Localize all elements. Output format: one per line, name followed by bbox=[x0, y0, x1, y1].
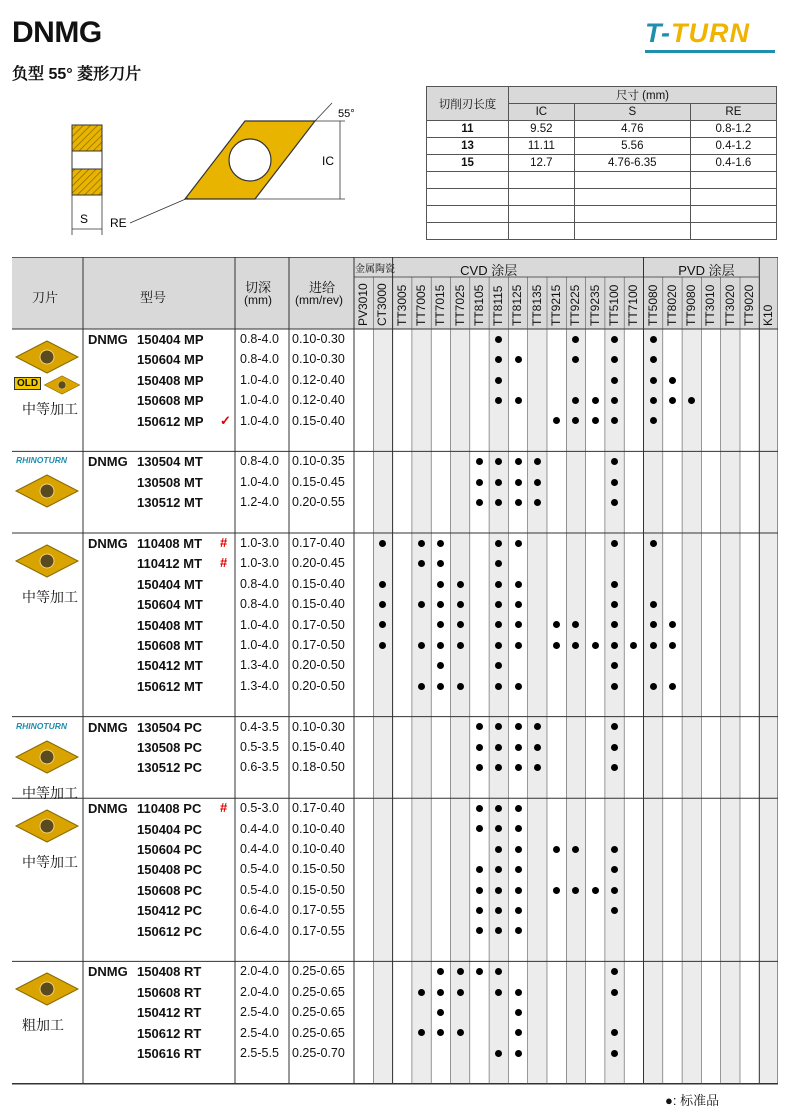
standard-dot bbox=[553, 887, 560, 894]
dim-sub-re: RE bbox=[690, 104, 776, 121]
grade-header: TT7005 bbox=[413, 284, 428, 326]
standard-dot bbox=[515, 356, 522, 363]
standard-dot bbox=[418, 642, 425, 649]
ic-label: IC bbox=[322, 154, 334, 168]
standard-dot bbox=[515, 989, 522, 996]
standard-dot bbox=[650, 683, 657, 690]
standard-dot bbox=[515, 825, 522, 832]
re-label: RE bbox=[110, 216, 127, 230]
standard-dot bbox=[515, 887, 522, 894]
model-mark: ✓ bbox=[220, 412, 231, 428]
dim-cell: 0.4-1.6 bbox=[690, 155, 776, 172]
depth-value: 2.5-4.0 bbox=[240, 1025, 279, 1040]
feed-value: 0.18-0.50 bbox=[292, 760, 345, 775]
feed-value: 0.15-0.40 bbox=[292, 413, 345, 428]
standard-dot bbox=[515, 927, 522, 934]
standard-dot bbox=[534, 764, 541, 771]
model-prefix: DNMG bbox=[88, 719, 128, 735]
header-depth: 切深 bbox=[245, 280, 272, 295]
standard-dot bbox=[476, 499, 483, 506]
depth-value: 0.6-4.0 bbox=[240, 923, 279, 938]
standard-dot bbox=[495, 744, 502, 751]
depth-value: 0.8-4.0 bbox=[240, 597, 279, 612]
model-code: 110408 PC bbox=[137, 801, 202, 817]
standard-dot bbox=[669, 642, 676, 649]
grade-header: TT8115 bbox=[491, 285, 506, 326]
depth-value: 2.0-4.0 bbox=[240, 984, 279, 999]
standard-dot bbox=[495, 336, 502, 343]
standard-dot bbox=[418, 601, 425, 608]
standard-dot bbox=[495, 887, 502, 894]
dim-cell: 15 bbox=[427, 155, 509, 172]
model-code: 150408 RT bbox=[137, 964, 202, 980]
standard-dot bbox=[515, 764, 522, 771]
dim-cell: 11.11 bbox=[509, 138, 575, 155]
standard-dot bbox=[515, 540, 522, 547]
standard-dot bbox=[515, 1009, 522, 1016]
model-code: 150608 PC bbox=[137, 882, 203, 898]
insert-hole bbox=[229, 139, 271, 181]
model-mark: # bbox=[220, 800, 228, 816]
brand-underline bbox=[645, 50, 775, 53]
model-code: 130504 PC bbox=[137, 719, 203, 735]
depth-value: 0.8-4.0 bbox=[240, 454, 279, 469]
standard-dot bbox=[457, 1029, 464, 1036]
standard-dot bbox=[515, 723, 522, 730]
model-prefix: DNMG bbox=[88, 801, 128, 817]
grade-header: TT5100 bbox=[606, 284, 621, 326]
feed-value: 0.10-0.30 bbox=[292, 332, 345, 346]
header-cermet: 金属陶瓷 bbox=[355, 264, 395, 275]
standard-dot bbox=[457, 642, 464, 649]
model-code: 150404 PC bbox=[137, 821, 203, 837]
standard-dot bbox=[669, 377, 676, 384]
model-code: 130508 PC bbox=[137, 740, 203, 755]
depth-value: 0.8-4.0 bbox=[240, 332, 279, 346]
dim-sub-s: S bbox=[574, 104, 690, 121]
standard-dot bbox=[534, 744, 541, 751]
standard-dot bbox=[515, 601, 522, 608]
model-code: 150608 MP bbox=[137, 393, 204, 409]
product-table bbox=[12, 257, 778, 1086]
model-code: 150604 MT bbox=[137, 597, 203, 613]
standard-dot bbox=[495, 642, 502, 649]
standard-dot bbox=[515, 499, 522, 506]
model-code: 130508 MT bbox=[137, 474, 203, 490]
grade-header: TT3010 bbox=[703, 284, 718, 326]
standard-dot bbox=[515, 866, 522, 873]
grade-header: TT5080 bbox=[645, 284, 660, 326]
standard-dot bbox=[457, 989, 464, 996]
depth-value: 0.8-4.0 bbox=[240, 352, 279, 367]
grade-header: K10 bbox=[761, 304, 776, 326]
dim-cell: 0.4-1.2 bbox=[690, 138, 776, 155]
s-label: S bbox=[80, 212, 89, 226]
header-cvd: CVD 涂层 bbox=[460, 263, 518, 278]
insert-photo bbox=[12, 806, 82, 846]
group-label: 中等加工 bbox=[22, 401, 78, 417]
standard-dot bbox=[476, 907, 483, 914]
standard-dot bbox=[495, 989, 502, 996]
feed-value: 0.10-0.35 bbox=[292, 454, 345, 469]
depth-value: 0.4-4.0 bbox=[240, 821, 279, 836]
grade-header: TT7025 bbox=[452, 284, 467, 326]
header-depth-unit: (mm) bbox=[244, 293, 272, 307]
standard-dot bbox=[611, 581, 618, 588]
standard-dot bbox=[650, 356, 657, 363]
standard-dot bbox=[650, 601, 657, 608]
group-label: 中等加工 bbox=[22, 854, 78, 871]
standard-dot bbox=[611, 846, 618, 853]
standard-dot bbox=[457, 968, 464, 975]
insert-photo bbox=[12, 541, 82, 581]
depth-value: 1.0-3.0 bbox=[240, 556, 279, 571]
model-code: 150612 MP bbox=[137, 413, 204, 429]
model-code: 110412 MT bbox=[137, 556, 203, 572]
dim-cell: 4.76-6.35 bbox=[574, 155, 690, 172]
model-code: 150404 MP bbox=[137, 332, 204, 347]
standard-dot bbox=[476, 458, 483, 465]
page-subtitle: 负型 55° 菱形刀片 bbox=[12, 66, 142, 83]
model-prefix: DNMG bbox=[88, 332, 128, 347]
dim-cell: 0.8-1.2 bbox=[690, 121, 776, 138]
depth-value: 1.0-4.0 bbox=[240, 617, 279, 632]
dim-cell: 13 bbox=[427, 138, 509, 155]
feed-value: 0.12-0.40 bbox=[292, 372, 345, 387]
model-code: 130512 MT bbox=[137, 495, 203, 511]
standard-dot bbox=[611, 1050, 618, 1057]
depth-value: 1.0-3.0 bbox=[240, 536, 279, 550]
depth-value: 0.6-4.0 bbox=[240, 903, 279, 918]
standard-dot bbox=[495, 540, 502, 547]
dim-col-size: 尺寸 (mm) bbox=[509, 87, 777, 104]
model-code: 150608 MT bbox=[137, 638, 203, 653]
insert-photo bbox=[12, 471, 82, 511]
rhinoturn-logo: RHINOTURN bbox=[16, 455, 67, 466]
feed-value: 0.10-0.30 bbox=[292, 719, 345, 734]
model-code: 150412 PC bbox=[137, 903, 203, 919]
depth-value: 1.3-4.0 bbox=[240, 678, 279, 693]
header-model: 型号 bbox=[140, 290, 167, 305]
standard-dot bbox=[515, 846, 522, 853]
feed-value: 0.15-0.40 bbox=[292, 576, 345, 591]
feed-value: 0.25-0.65 bbox=[292, 1005, 345, 1020]
standard-dot bbox=[379, 581, 386, 588]
model-code: 150408 PC bbox=[137, 862, 203, 878]
model-code: 130512 PC bbox=[137, 760, 203, 776]
header-feed: 进给 bbox=[309, 280, 336, 295]
dim-cell: 4.76 bbox=[574, 121, 690, 138]
grade-header: TT8020 bbox=[664, 284, 679, 326]
model-code: 150612 PC bbox=[137, 923, 203, 939]
standard-dot bbox=[515, 744, 522, 751]
old-badge: OLD bbox=[14, 377, 41, 390]
depth-value: 2.5-4.0 bbox=[240, 1005, 279, 1020]
standard-dot bbox=[476, 887, 483, 894]
standard-dot bbox=[611, 377, 618, 384]
standard-dot bbox=[515, 458, 522, 465]
feed-value: 0.10-0.40 bbox=[292, 821, 345, 836]
feed-value: 0.10-0.30 bbox=[292, 352, 345, 367]
feed-value: 0.20-0.45 bbox=[292, 556, 345, 571]
standard-dot bbox=[650, 642, 657, 649]
brand-prefix: T- bbox=[645, 18, 671, 48]
header-insert: 刀片 bbox=[32, 290, 59, 305]
standard-dot bbox=[572, 887, 579, 894]
standard-dot bbox=[418, 989, 425, 996]
feed-value: 0.25-0.65 bbox=[292, 1025, 345, 1040]
feed-value: 0.15-0.40 bbox=[292, 740, 345, 754]
standard-dot bbox=[669, 397, 676, 404]
feed-value: 0.17-0.40 bbox=[292, 801, 345, 816]
depth-value: 0.5-4.0 bbox=[240, 862, 279, 877]
standard-dot bbox=[534, 479, 541, 486]
model-code: 150612 RT bbox=[137, 1025, 202, 1041]
model-code: 150604 MP bbox=[137, 352, 204, 368]
insert-photo bbox=[12, 737, 82, 777]
standard-dot bbox=[611, 336, 618, 343]
header-feed-unit: (mm/rev) bbox=[295, 293, 343, 307]
depth-value: 1.0-4.0 bbox=[240, 474, 279, 489]
model-code: 150612 MT bbox=[137, 678, 203, 694]
standard-dot bbox=[650, 540, 657, 547]
standard-dot bbox=[476, 968, 483, 975]
standard-dot bbox=[476, 744, 483, 751]
standard-dot bbox=[457, 601, 464, 608]
model-code: 150408 MT bbox=[137, 617, 203, 633]
grade-header: CT3000 bbox=[375, 283, 390, 326]
depth-value: 1.2-4.0 bbox=[240, 495, 279, 510]
depth-value: 0.5-4.0 bbox=[240, 882, 279, 897]
model-code: 150608 RT bbox=[137, 984, 202, 1000]
table-grid bbox=[12, 257, 778, 1086]
feed-value: 0.17-0.55 bbox=[292, 923, 345, 938]
model-prefix: DNMG bbox=[88, 964, 128, 980]
standard-dot bbox=[553, 642, 560, 649]
standard-dot bbox=[611, 907, 618, 914]
depth-value: 1.0-4.0 bbox=[240, 393, 279, 408]
model-code: 150604 PC bbox=[137, 842, 203, 857]
model-prefix: DNMG bbox=[88, 536, 128, 551]
depth-value: 1.3-4.0 bbox=[240, 658, 279, 673]
grade-header: TT8105 bbox=[471, 284, 486, 326]
standard-dot bbox=[495, 1050, 502, 1057]
standard-dot bbox=[515, 581, 522, 588]
standard-dot bbox=[534, 458, 541, 465]
brand-logo bbox=[645, 18, 750, 49]
feed-value: 0.25-0.65 bbox=[292, 964, 345, 979]
depth-value: 1.0-4.0 bbox=[240, 638, 279, 652]
grade-header: TT9215 bbox=[549, 284, 563, 326]
group-label: 中等加工 bbox=[22, 589, 78, 605]
insert-photo bbox=[42, 373, 82, 397]
angle-label: 55° bbox=[338, 108, 355, 120]
standard-dot bbox=[457, 621, 464, 628]
model-mark: # bbox=[220, 555, 228, 571]
standard-dot bbox=[476, 764, 483, 771]
depth-value: 2.0-4.0 bbox=[240, 964, 279, 979]
depth-value: 1.0-4.0 bbox=[240, 372, 279, 387]
standard-dot bbox=[457, 581, 464, 588]
model-code: 130504 MT bbox=[137, 454, 203, 470]
insert-photo bbox=[12, 969, 82, 1009]
dim-cell: 11 bbox=[427, 121, 509, 138]
header-pvd: PVD 涂层 bbox=[678, 263, 735, 278]
depth-value: 0.4-4.0 bbox=[240, 842, 279, 856]
page-title: DNMG bbox=[12, 16, 102, 49]
rhinoturn-logo: RHINOTURN bbox=[16, 720, 67, 731]
grade-header: PV3010 bbox=[356, 283, 370, 326]
feed-value: 0.25-0.65 bbox=[292, 984, 345, 999]
grade-header: TT3005 bbox=[394, 284, 409, 326]
standard-dot bbox=[515, 907, 522, 914]
model-code: 150412 MT bbox=[137, 658, 203, 674]
standard-dot bbox=[669, 683, 676, 690]
standard-dot bbox=[611, 540, 618, 547]
feed-value: 0.20-0.50 bbox=[292, 658, 345, 673]
feed-value: 0.20-0.50 bbox=[292, 678, 345, 693]
standard-dot bbox=[515, 479, 522, 486]
standard-dot bbox=[611, 989, 618, 996]
grade-header: TT9225 bbox=[568, 284, 583, 326]
standard-dot bbox=[476, 805, 483, 812]
standard-dot bbox=[515, 1050, 522, 1057]
standard-dot bbox=[418, 540, 425, 547]
model-code: 110408 MT bbox=[137, 536, 203, 551]
standard-dot bbox=[476, 479, 483, 486]
depth-value: 2.5-5.5 bbox=[240, 1046, 279, 1060]
standard-dot bbox=[611, 642, 618, 649]
dim-cell: 9.52 bbox=[509, 121, 575, 138]
standard-dot bbox=[611, 601, 618, 608]
grade-header: TT3020 bbox=[722, 284, 737, 326]
grade-header: TT7100 bbox=[626, 284, 641, 326]
standard-dot bbox=[515, 621, 522, 628]
feed-value: 0.12-0.40 bbox=[292, 393, 345, 408]
standard-dot bbox=[515, 397, 522, 404]
dimension-table bbox=[426, 86, 777, 240]
model-code: 150412 RT bbox=[137, 1005, 202, 1021]
depth-value: 0.8-4.0 bbox=[240, 576, 279, 591]
standard-dot bbox=[650, 621, 657, 628]
grade-header: TT9235 bbox=[587, 284, 602, 326]
grade-header: TT8135 bbox=[529, 284, 544, 326]
standard-dot bbox=[650, 377, 657, 384]
feed-value: 0.25-0.70 bbox=[292, 1046, 345, 1060]
standard-dot bbox=[650, 397, 657, 404]
standard-dot bbox=[437, 683, 444, 690]
standard-dot bbox=[592, 887, 599, 894]
group-label: 中等加工 bbox=[22, 784, 78, 801]
depth-value: 0.4-3.5 bbox=[240, 719, 279, 734]
model-code: 150404 MT bbox=[137, 576, 203, 592]
dim-col-edge: 切削刃长度 bbox=[427, 87, 509, 121]
feed-value: 0.10-0.40 bbox=[292, 842, 345, 856]
depth-value: 0.5-3.0 bbox=[240, 801, 279, 816]
standard-dot bbox=[611, 683, 618, 690]
standard-dot bbox=[611, 744, 618, 751]
brand-main: TURN bbox=[671, 18, 750, 48]
feed-value: 0.17-0.50 bbox=[292, 638, 345, 652]
standard-dot bbox=[611, 397, 618, 404]
standard-dot bbox=[515, 1029, 522, 1036]
feed-value: 0.17-0.40 bbox=[292, 536, 345, 550]
standard-dot bbox=[495, 479, 502, 486]
standard-dot bbox=[476, 866, 483, 873]
grade-header: TT9080 bbox=[684, 284, 699, 326]
model-prefix: DNMG bbox=[88, 454, 128, 470]
side-view-hole bbox=[72, 151, 102, 169]
standard-dot bbox=[611, 479, 618, 486]
model-code: 150408 MP bbox=[137, 372, 204, 388]
standard-dot bbox=[650, 336, 657, 343]
feed-value: 0.15-0.50 bbox=[292, 882, 345, 897]
feed-value: 0.17-0.55 bbox=[292, 903, 345, 918]
standard-dot bbox=[418, 683, 425, 690]
standard-dot bbox=[495, 683, 502, 690]
depth-value: 0.5-3.5 bbox=[240, 740, 279, 754]
grade-header: TT9020 bbox=[742, 284, 756, 326]
standard-dot bbox=[553, 846, 560, 853]
insert-geometry-diagram bbox=[0, 95, 420, 245]
grade-header: TT8125 bbox=[510, 284, 525, 326]
feed-value: 0.20-0.55 bbox=[292, 495, 345, 510]
feed-value: 0.17-0.50 bbox=[292, 617, 345, 632]
feed-value: 0.15-0.40 bbox=[292, 597, 345, 612]
dim-sub-ic: IC bbox=[509, 104, 575, 121]
standard-dot bbox=[437, 581, 444, 588]
depth-value: 0.6-3.5 bbox=[240, 760, 279, 775]
feed-value: 0.15-0.50 bbox=[292, 862, 345, 877]
standard-dot bbox=[515, 805, 522, 812]
standard-dot bbox=[515, 683, 522, 690]
standard-dot bbox=[534, 499, 541, 506]
standard-dot bbox=[611, 887, 618, 894]
standard-dot bbox=[592, 397, 599, 404]
depth-value: 1.0-4.0 bbox=[240, 413, 279, 428]
standard-dot bbox=[457, 683, 464, 690]
standard-dot bbox=[495, 581, 502, 588]
model-mark: # bbox=[220, 535, 228, 550]
insert-photo bbox=[12, 337, 82, 377]
legend: ●: 标准品 bbox=[665, 1093, 720, 1108]
dim-cell: 5.56 bbox=[574, 138, 690, 155]
standard-dot bbox=[495, 377, 502, 384]
standard-dot bbox=[611, 499, 618, 506]
standard-dot bbox=[592, 642, 599, 649]
model-code: 150616 RT bbox=[137, 1046, 202, 1061]
feed-value: 0.15-0.45 bbox=[292, 474, 345, 489]
dim-cell: 12.7 bbox=[509, 155, 575, 172]
standard-dot bbox=[650, 417, 657, 424]
group-label: 粗加工 bbox=[22, 1017, 64, 1034]
standard-dot bbox=[515, 642, 522, 649]
grade-header: TT7015 bbox=[433, 284, 448, 326]
standard-dot bbox=[437, 989, 444, 996]
standard-dot bbox=[495, 846, 502, 853]
